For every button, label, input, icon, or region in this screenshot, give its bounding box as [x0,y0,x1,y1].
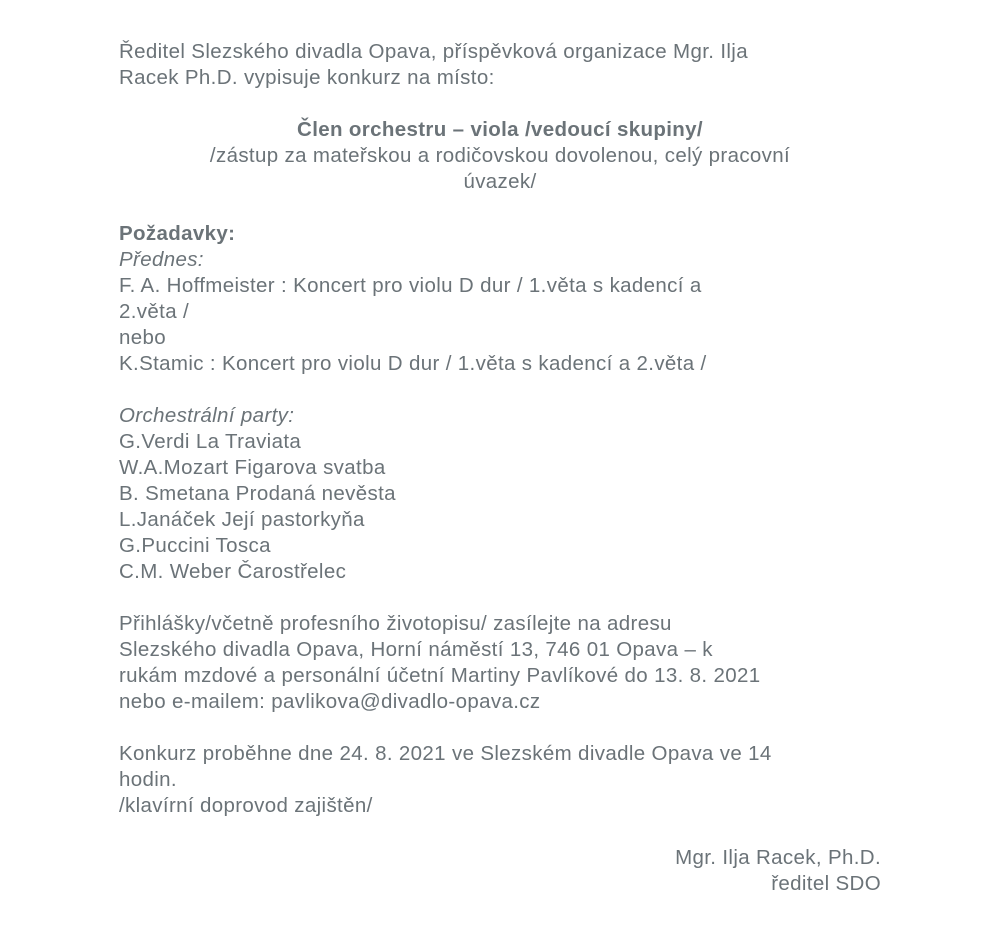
applications-line: nebo e-mailem: pavlikova@divadlo-opava.cz [119,690,541,713]
orchestral-item: L.Janáček Její pastorkyňa [119,508,365,531]
recital-heading: Přednes: [119,248,204,271]
signature-role: ředitel SDO [771,872,881,895]
audition-line: hodin. [119,768,177,791]
orchestral-item: G.Puccini Tosca [119,534,271,557]
audition-notice [119,39,881,897]
recital-item: F. A. Hoffmeister : Koncert pro violu D dur / 1.věta s kadencí a [119,274,702,297]
recital-item: K.Stamic : Koncert pro violu D dur / 1.věta s kadencí a 2.věta / [119,352,707,375]
recital-item: 2.věta / [119,300,190,323]
applications-line: Slezského divadla Opava, Horní náměstí 13, 746 01 Opava – k [119,638,713,661]
position-detail: /zástup za mateřskou a rodičovskou dovolenou, celý pracovní [209,144,791,167]
orchestral-heading: Orchestrální party: [119,404,295,427]
orchestral-section [119,403,881,585]
position-title: Člen orchestru – viola /vedoucí skupiny/ [297,118,703,141]
requirements-heading: Požadavky: [119,222,236,245]
orchestral-item: W.A.Mozart Figarova svatba [119,456,386,479]
orchestral-item: G.Verdi La Traviata [119,430,302,453]
intro-line: Ředitel Slezského divadla Opava, příspěvková organizace Mgr. Ilja [119,40,748,63]
orchestral-item: B. Smetana Prodaná nevěsta [119,482,396,505]
audition-paragraph [119,741,881,819]
recital-item: nebo [119,326,167,349]
applications-line: Přihlášky/včetně profesního životopisu/ zasílejte na adresu [119,612,672,635]
intro-paragraph [119,39,881,91]
position-detail: úvazek/ [463,170,537,193]
intro-line: Racek Ph.D. vypisuje konkurz na místo: [119,66,495,89]
position-block [119,117,881,195]
applications-paragraph [119,611,881,715]
requirements-section [119,221,881,377]
orchestral-item: C.M. Weber Čarostřelec [119,560,347,583]
audition-line: /klavírní doprovod zajištěn/ [119,794,373,817]
signature-name: Mgr. Ilja Racek, Ph.D. [675,846,881,869]
applications-line: rukám mzdové a personální účetní Martiny Pavlíkové do 13. 8. 2021 [119,664,761,687]
audition-line: Konkurz proběhne dne 24. 8. 2021 ve Slezském divadle Opava ve 14 [119,742,772,765]
signature-block [119,845,881,897]
